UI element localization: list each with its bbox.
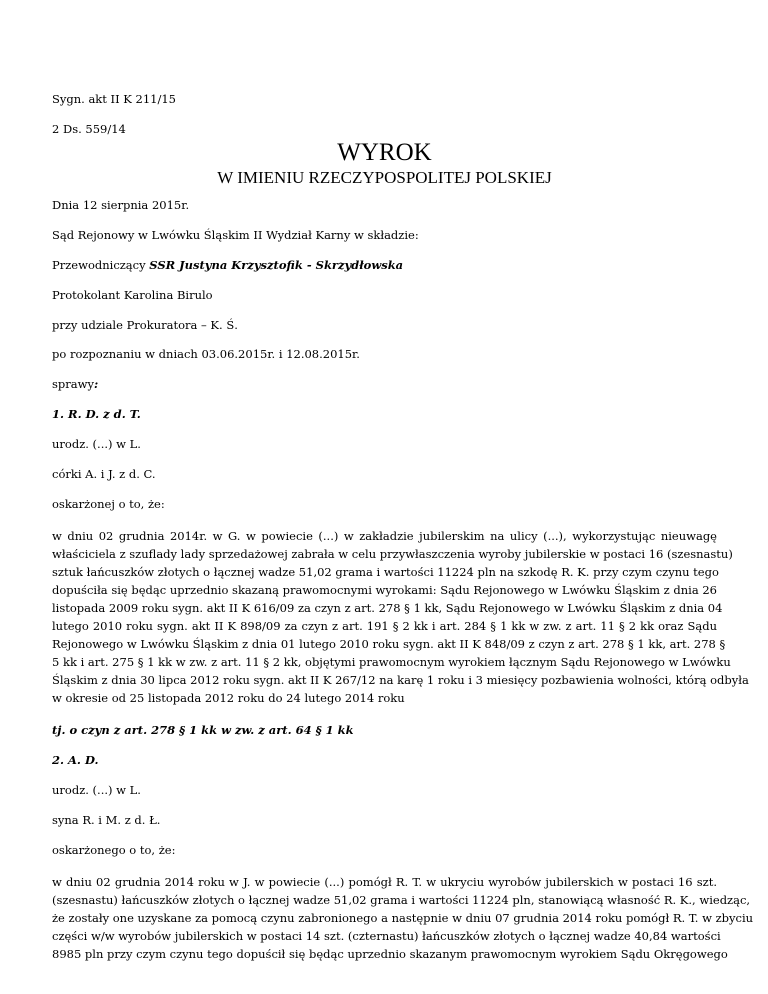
defendant2-parents: syna R. i M. z d. Ł. [52,813,161,827]
cases-label-colon: : [93,377,99,391]
charge-line: 5 kk i art. 275 § 1 kk w zw. z art. 11 § 2 kk, objętymi prawomocnym wyrokiem łącznym Sądu Rejonowego w Lwówku [52,655,731,669]
charge-line: Śląskim z dnia 30 lipca 2012 roku sygn. akt II K 267/12 na karę 1 roku i 3 miesięcy pozbawienia wolności, którą odbyła [52,673,749,687]
cases-label [52,375,717,393]
charge-line: w dniu 02 grudnia 2014 roku w J. w powiecie (...) pomógł R. T. w ukryciu wyrobów jubilerskich w postaci 16 szt. [52,875,717,889]
defendant1-qualification: tj. o czyn z art. 278 § 1 kk w zw. z art. 64 § 1 kk [52,723,354,737]
presiding-name: SSR Justyna Krzysztofik - Skrzydłowska [149,258,404,272]
court-composition: Sąd Rejonowy w Lwówku Śląskim II Wydział Karny w składzie: [52,228,419,242]
charge-line: Rejonowego w Lwówku Śląskim z dnia 01 lutego 2010 roku sygn. akt II K 848/09 z czyn z art. 278 § 1 kk, art. 278 § [52,637,726,651]
charge-line: w dniu 02 grudnia 2014r. w G. w powiecie (...) w zakładzie jubilerskim na ulicy (...), wykorzystując nieuwagę [52,529,717,543]
page-title: WYROK [337,139,432,166]
defendant1-header: 1. R. D. z d. T. [52,407,141,421]
defendant2-header: 2. A. D. [52,753,99,767]
charge-line: listopada 2009 roku sygn. akt II K 616/09 za czyn z art. 278 § 1 kk, Sądu Rejonowego w Lwówku Śląskim z dnia 04 [52,601,723,615]
defendant1-charge-text [52,527,749,707]
charge-line: części w/w wyrobów jubilerskich w postaci 14 szt. (czternastu) łańcuszków złotych o łącznej wadze 40,84 wartości [52,929,721,943]
defendant1-charged: oskarżonej o to, że: [52,497,165,511]
court-clerk: Protokolant Karolina Birulo [52,288,213,302]
judgment-date: Dnia 12 sierpnia 2015r. [52,198,190,212]
ds-number: 2 Ds. 559/14 [52,122,126,136]
cases-label-text: sprawy [52,377,94,391]
defendant2-born: urodz. (...) w L. [52,783,141,797]
charge-line: (szesnastu) łańcuszków złotych o łącznej wadze 51,02 grama i wartości 11224 pln, stanowiącą własność R. K., wiedząc, [52,893,751,907]
defendant1-parents: córki A. i J. z d. C. [52,467,156,481]
defendant1-born: urodz. (...) w L. [52,437,141,451]
charge-line: dopuściła się będąc uprzednio skazaną prawomocnymi wyrokami: Sądu Rejonowego w Lwówku Śląskim z dnia 26 [52,583,717,597]
defendant2-charged: oskarżonego o to, że: [52,843,176,857]
charge-line: sztuk łańcuszków złotych o łącznej wadze 51,02 grama i wartości 11224 pln na szkodę R. K. przy czym czynu tego [52,565,719,579]
presiding-judge [52,256,717,274]
charge-line: właściciela z szuflady lady sprzedażowej zabrała w celu przywłaszczenia wyroby jubilerskie w postaci 16 (szesnastu) [52,547,733,561]
case-number: Sygn. akt II K 211/15 [52,92,177,106]
defendant2-charge-text [52,873,754,963]
hearing-dates: po rozpoznaniu w dniach 03.06.2015r. i 12.08.2015r. [52,347,360,361]
prosecutor: przy udziale Prokuratora – K. Ś. [52,318,238,332]
charge-line: 8985 pln przy czym czynu tego dopuścił się będąc uprzednio skazanym prawomocnym wyrokiem Sądu Okręgowego [52,947,728,961]
charge-line: w okresie od 25 listopada 2012 roku do 24 lutego 2014 roku [52,691,405,705]
charge-line: że zostały one uzyskane za pomocą czynu zabronionego a następnie w dniu 07 grudnia 2014 roku pomógł R. T. w zbyciu [52,911,754,925]
charge-line: lutego 2010 roku sygn. akt II K 898/09 za czyn z art. 191 § 2 kk i art. 284 § 1 kk w zw. z art. 11 § 2 kk oraz Sądu [52,619,717,633]
page-subtitle: W IMIENIU RZECZYPOSPOLITEJ POLSKIEJ [217,168,552,187]
presiding-label: Przewodniczący [52,258,146,272]
